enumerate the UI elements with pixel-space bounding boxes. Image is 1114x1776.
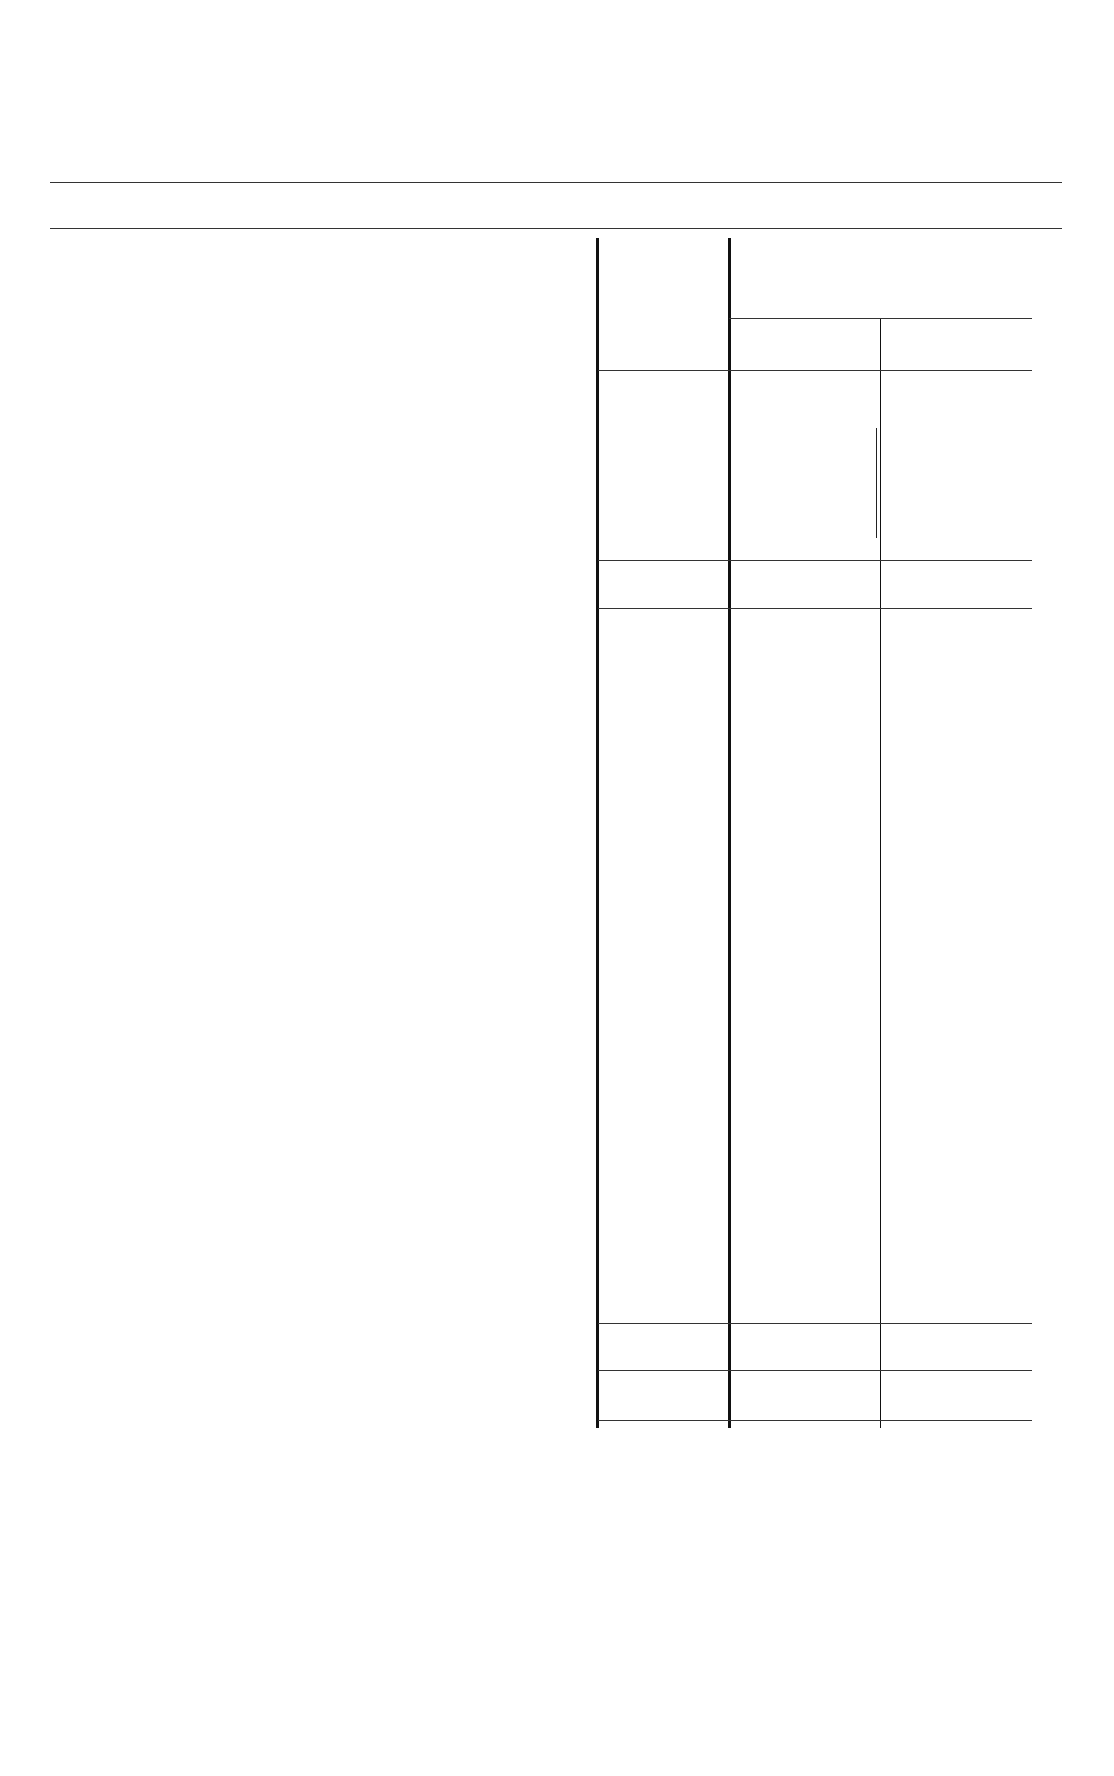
- salaries-brace: [868, 428, 877, 538]
- charges-total-bottom-rule: [598, 1370, 1032, 1371]
- charges-total-top-rule: [598, 1323, 1032, 1324]
- year-rule: [729, 318, 1032, 319]
- title-rule: [50, 182, 1062, 183]
- grand-total-bottom-rule: [598, 1420, 1032, 1421]
- column-rule-1: [596, 238, 599, 1428]
- salaries-total-top-rule: [598, 560, 1032, 561]
- subtitle-rule: [50, 228, 1062, 229]
- column-rule-2: [728, 238, 731, 1428]
- salaries-total-bottom-rule: [598, 608, 1032, 609]
- column-header-rule: [598, 370, 1032, 371]
- column-rule-3: [880, 318, 881, 1428]
